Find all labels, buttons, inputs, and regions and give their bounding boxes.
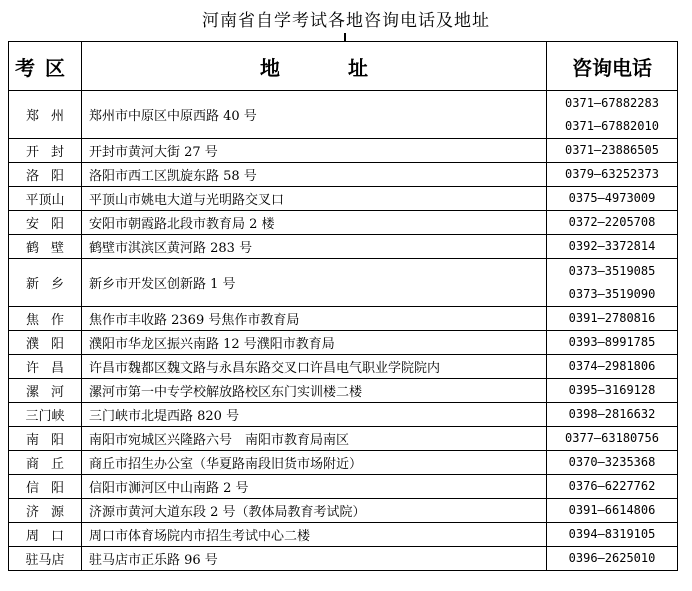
area-cell: 许昌 (9, 355, 82, 379)
phone-number: 0377—63180756 (565, 431, 659, 445)
area-cell: 南阳 (9, 427, 82, 451)
table-row (9, 475, 678, 499)
table-row (9, 451, 678, 475)
header-area: 考区 (9, 42, 82, 91)
table-row (9, 403, 678, 427)
area-cell: 周口 (9, 523, 82, 547)
phone-cell (547, 139, 678, 163)
table-row (9, 91, 678, 139)
phone-number: 0372—2205708 (568, 215, 656, 229)
phone-number: 0391—6614806 (568, 503, 656, 517)
contact-table (8, 41, 678, 571)
phone-number: 0379—63252373 (565, 167, 659, 181)
phone-cell (547, 163, 678, 187)
phone-cell (547, 91, 678, 139)
area-cell: 信阳 (9, 475, 82, 499)
address-cell: 洛阳市西工区凯旋东路 58 号 (82, 163, 547, 187)
phone-cell (547, 379, 678, 403)
header-address (82, 42, 547, 91)
area-cell: 驻马店 (9, 547, 82, 571)
header-address-char-2: 址 (348, 55, 368, 80)
address-cell: 漯河市第一中专学校解放路校区东门实训楼二楼 (82, 379, 547, 403)
address-cell: 开封市黄河大街 27 号 (82, 139, 547, 163)
phone-number: 0371—67882010 (565, 118, 659, 133)
area-cell: 开封 (9, 139, 82, 163)
address-cell: 驻马店市正乐路 96 号 (82, 547, 547, 571)
address-cell: 三门峡市北堤西路 820 号 (82, 403, 547, 427)
page-title: 河南省自学考试各地咨询电话及地址 (202, 11, 490, 31)
address-cell: 新乡市开发区创新路 1 号 (82, 259, 547, 307)
phone-number: 0398—2816632 (568, 407, 656, 421)
address-cell: 商丘市招生办公室（华夏路南段旧货市场附近） (82, 451, 547, 475)
table-row (9, 331, 678, 355)
phone-number: 0370—3235368 (568, 455, 656, 469)
phone-cell (547, 211, 678, 235)
header-row (9, 42, 678, 91)
address-cell: 鹤壁市淇滨区黄河路 283 号 (82, 235, 547, 259)
phone-number: 0396—2625010 (568, 551, 656, 565)
area-cell: 焦作 (9, 307, 82, 331)
phone-cell (547, 355, 678, 379)
table-row (9, 235, 678, 259)
table-row (9, 211, 678, 235)
phone-cell (547, 499, 678, 523)
phone-cell (547, 235, 678, 259)
phone-number: 0393—8991785 (568, 335, 656, 349)
address-cell: 南阳市宛城区兴隆路六号 南阳市教育局南区 (82, 427, 547, 451)
phone-cell (547, 307, 678, 331)
table-row (9, 355, 678, 379)
area-cell: 商丘 (9, 451, 82, 475)
phone-cell (547, 187, 678, 211)
table-row (9, 307, 678, 331)
phone-cell (547, 259, 678, 307)
table-row (9, 187, 678, 211)
address-cell: 周口市体育场院内市招生考试中心二楼 (82, 523, 547, 547)
area-cell: 济源 (9, 499, 82, 523)
phone-cell (547, 451, 678, 475)
phone-number: 0373—3519090 (568, 286, 656, 301)
address-cell: 焦作市丰收路 2369 号焦作市教育局 (82, 307, 547, 331)
area-cell: 新乡 (9, 259, 82, 307)
table-row (9, 499, 678, 523)
address-cell: 许昌市魏都区魏文路与永昌东路交叉口许昌电气职业学院院内 (82, 355, 547, 379)
address-cell: 济源市黄河大道东段 2 号（教体局教育考试院） (82, 499, 547, 523)
phone-number: 0376—6227762 (568, 479, 656, 493)
text-cursor (344, 33, 346, 41)
phone-cell (547, 523, 678, 547)
phone-number: 0394—8319105 (568, 527, 656, 541)
table-body (9, 91, 678, 571)
table-row (9, 523, 678, 547)
phone-cell (547, 331, 678, 355)
phone-number: 0375—4973009 (568, 191, 656, 205)
phone-number: 0374—2981806 (568, 359, 656, 373)
phone-number: 0395—3169128 (568, 383, 656, 397)
phone-cell (547, 547, 678, 571)
phone-number: 0371—23886505 (565, 143, 659, 157)
area-cell: 安阳 (9, 211, 82, 235)
address-cell: 郑州市中原区中原西路 40 号 (82, 91, 547, 139)
area-cell: 三门峡 (9, 403, 82, 427)
phone-cell (547, 403, 678, 427)
area-cell: 濮阳 (9, 331, 82, 355)
header-phone: 咨询电话 (547, 42, 678, 91)
area-cell: 平顶山 (9, 187, 82, 211)
phone-number: 0391—2780816 (568, 311, 656, 325)
phone-number: 0373—3519085 (568, 263, 656, 278)
header-address-char-1: 地 (260, 55, 280, 80)
phone-number: 0371—67882283 (565, 95, 659, 110)
table-row (9, 259, 678, 307)
table-row (9, 427, 678, 451)
area-cell: 漯河 (9, 379, 82, 403)
area-cell: 洛阳 (9, 163, 82, 187)
phone-cell (547, 427, 678, 451)
table-row (9, 163, 678, 187)
area-cell: 鹤壁 (9, 235, 82, 259)
address-cell: 安阳市朝霞路北段市教育局 2 楼 (82, 211, 547, 235)
table-row (9, 139, 678, 163)
area-cell: 郑州 (9, 91, 82, 139)
phone-cell (547, 475, 678, 499)
phone-number: 0392—3372814 (568, 239, 656, 253)
table-row (9, 547, 678, 571)
address-cell: 濮阳市华龙区振兴南路 12 号濮阳市教育局 (82, 331, 547, 355)
address-cell: 信阳市浉河区中山南路 2 号 (82, 475, 547, 499)
address-cell: 平顶山市姚电大道与光明路交叉口 (82, 187, 547, 211)
table-row (9, 379, 678, 403)
